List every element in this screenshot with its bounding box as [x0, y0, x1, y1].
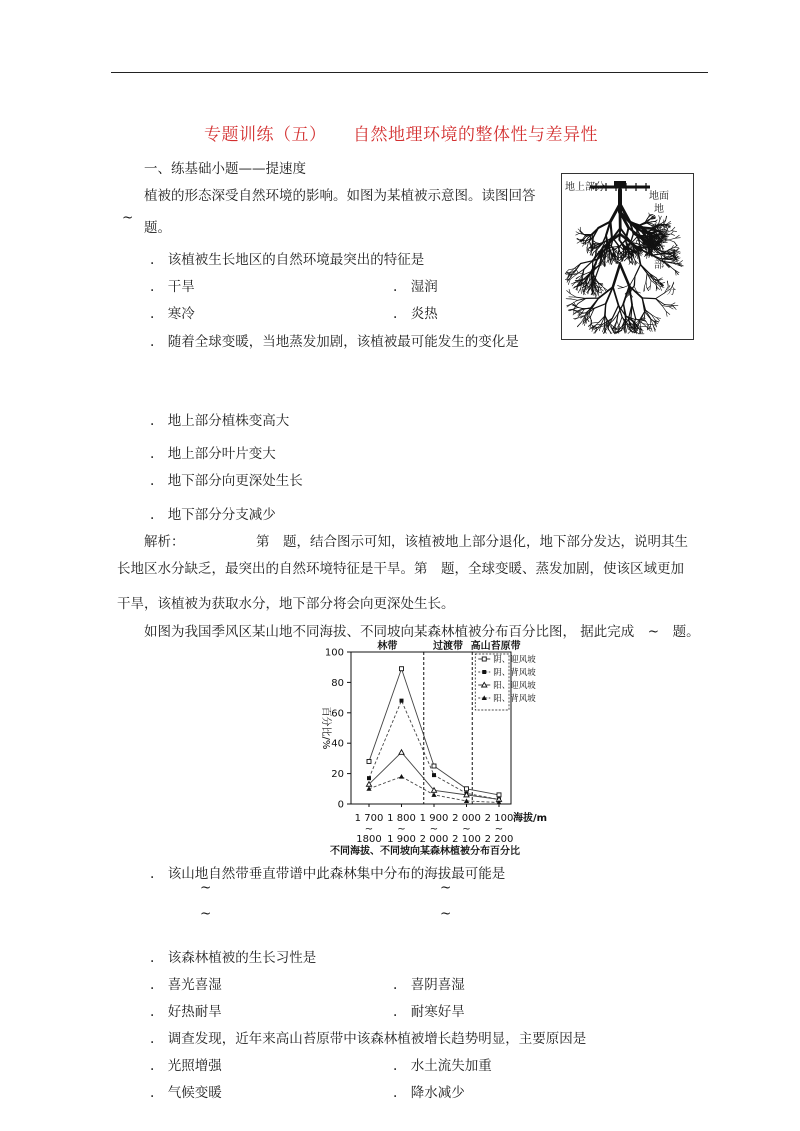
q1-option-b: . 湿润	[393, 279, 438, 295]
section-heading: 一、练基础小题——提速度	[144, 161, 306, 177]
q2-stem: . 随着全球变暖，当地蒸发加剧，该植被最可能发生的变化是	[150, 334, 519, 350]
intro2: 如图为我国季风区某山地不同海拔、不同坡向某森林植被分布百分比图， 据此完成 ~ 题。	[144, 624, 700, 640]
data-point	[432, 764, 436, 768]
label-below-2: 下	[654, 232, 664, 243]
y-tick-label: 100	[324, 647, 344, 659]
q3-tilde-b: ~	[440, 880, 452, 896]
x-tick-label-top: 1 700	[354, 813, 384, 824]
analysis-line1: 第 题，结合图示可知，该植被地上部分退化，地下部分发达，说明其生	[256, 534, 688, 550]
analysis-line3: 干旱，该植被为获取水分，地下部分将会向更深处生长。	[117, 596, 455, 612]
q2-option-c: . 地下部分向更深处生长	[150, 473, 303, 489]
label-below-3: 部	[654, 260, 664, 271]
y-axis-label: 百分比/%	[320, 706, 331, 750]
data-point	[431, 792, 436, 797]
x-tick-tilde: ~	[494, 824, 504, 835]
x-tick-label-bottom: 2 100	[452, 834, 481, 845]
series-line-2	[369, 701, 499, 800]
x-tick-label-top: 1 900	[419, 813, 449, 824]
legend-entry: 阳、背风坡	[493, 694, 536, 704]
x-axis-label: 海拔/m	[513, 813, 548, 824]
data-point	[400, 699, 404, 703]
x-tick-label-bottom: 2 200	[484, 834, 514, 845]
q1-option-a: . 干旱	[150, 279, 195, 295]
y-tick-label: 20	[331, 769, 344, 781]
data-point	[400, 667, 404, 671]
intro1-line2: 题。	[144, 220, 171, 236]
q1-option-c: . 寒冷	[150, 306, 195, 322]
x-tick-tilde: ~	[364, 824, 374, 835]
label-above-ground: 地上部分	[565, 182, 605, 193]
x-tick-label-bottom: 1800	[356, 834, 382, 845]
header-rule	[111, 72, 708, 73]
q2-option-b: . 地上部分叶片变大	[150, 446, 276, 462]
data-point	[399, 750, 404, 755]
q5-option-d: . 降水减少	[393, 1085, 465, 1101]
zone-label-tundra: 高山苔原带	[470, 641, 521, 652]
x-tick-label-top: 2 100	[484, 813, 514, 824]
y-tick-label: 60	[331, 708, 344, 720]
chart-svg	[311, 640, 548, 857]
plant-roots-drawing	[562, 174, 693, 339]
q5-option-b: . 水土流失加重	[393, 1058, 492, 1074]
data-point	[399, 774, 404, 779]
label-below-1: 地	[654, 204, 664, 215]
q3-tilde-c: ~	[200, 906, 212, 922]
q1-option-d: . 炎热	[393, 306, 438, 322]
legend-marker	[482, 670, 486, 674]
zone-label-transition: 过渡带	[433, 641, 463, 652]
legend-entry: 阴、背风坡	[493, 668, 536, 678]
plant-figure	[561, 173, 694, 340]
label-ground-surface: 地面	[649, 191, 669, 202]
x-tick-tilde: ~	[462, 824, 471, 835]
q2-option-a: . 地上部分植株变高大	[150, 413, 290, 429]
analysis-label: 解析：	[144, 534, 185, 550]
x-tick-label-bottom: 1 900	[387, 834, 416, 845]
q3-tilde-d: ~	[440, 906, 452, 922]
forest-distribution-chart	[311, 640, 548, 857]
q5-option-a: . 光照增强	[150, 1058, 222, 1074]
data-point	[367, 759, 371, 763]
data-point	[465, 787, 469, 791]
x-tick-tilde: ~	[429, 824, 439, 835]
zone-label-forest: 林带	[377, 641, 398, 652]
q3-tilde-a: ~	[200, 880, 212, 896]
data-point	[367, 776, 371, 780]
x-tick-label-top: 2 000	[452, 813, 481, 824]
analysis-line2: 长地区水分缺乏，最突出的自然环境特征是干旱。第 题，全球变暖、蒸发加剧，使该区域更加	[117, 561, 684, 577]
x-tick-label-top: 1 800	[387, 813, 416, 824]
q1-stem: . 该植被生长地区的自然环境最突出的特征是	[150, 252, 425, 268]
y-tick-label: 80	[331, 677, 344, 689]
q5-option-c: . 气候变暖	[150, 1085, 222, 1101]
data-point	[432, 773, 436, 777]
x-tick-label-bottom: 2 000	[419, 834, 449, 845]
q4-option-d: . 耐寒好旱	[393, 1004, 465, 1020]
q5-stem: . 调查发现，近年来高山苔原带中该森林植被增长趋势明显，主要原因是	[150, 1031, 587, 1047]
intro1-tilde: ~	[122, 210, 134, 226]
page-title: 专题训练（五） 自然地理环境的整体性与差异性	[204, 125, 598, 145]
x-tick-tilde: ~	[397, 824, 406, 835]
q4-option-c: . 好热耐旱	[150, 1004, 222, 1020]
q4-option-a: . 喜光喜湿	[150, 977, 222, 993]
legend-entry: 阳、迎风坡	[493, 681, 536, 691]
legend-marker	[482, 657, 486, 661]
q2-option-d: . 地下部分分支减少	[150, 507, 276, 523]
chart-title: 不同海拔、不同坡向某森林植被分布百分比	[330, 846, 520, 857]
q3-stem: . 该山地自然带垂直带谱中此森林集中分布的海拔最可能是	[150, 866, 506, 882]
q4-stem: . 该森林植被的生长习性是	[150, 950, 317, 966]
q4-option-b: . 喜阴喜湿	[393, 977, 465, 993]
y-tick-label: 0	[337, 799, 344, 811]
label-below-4: 分	[666, 286, 676, 297]
intro1-line1: 植被的形态深受自然环境的影响。如图为某植被示意图。读图回答	[144, 188, 536, 204]
y-tick-label: 40	[331, 738, 344, 750]
legend-entry: 阴、迎风坡	[493, 655, 536, 665]
